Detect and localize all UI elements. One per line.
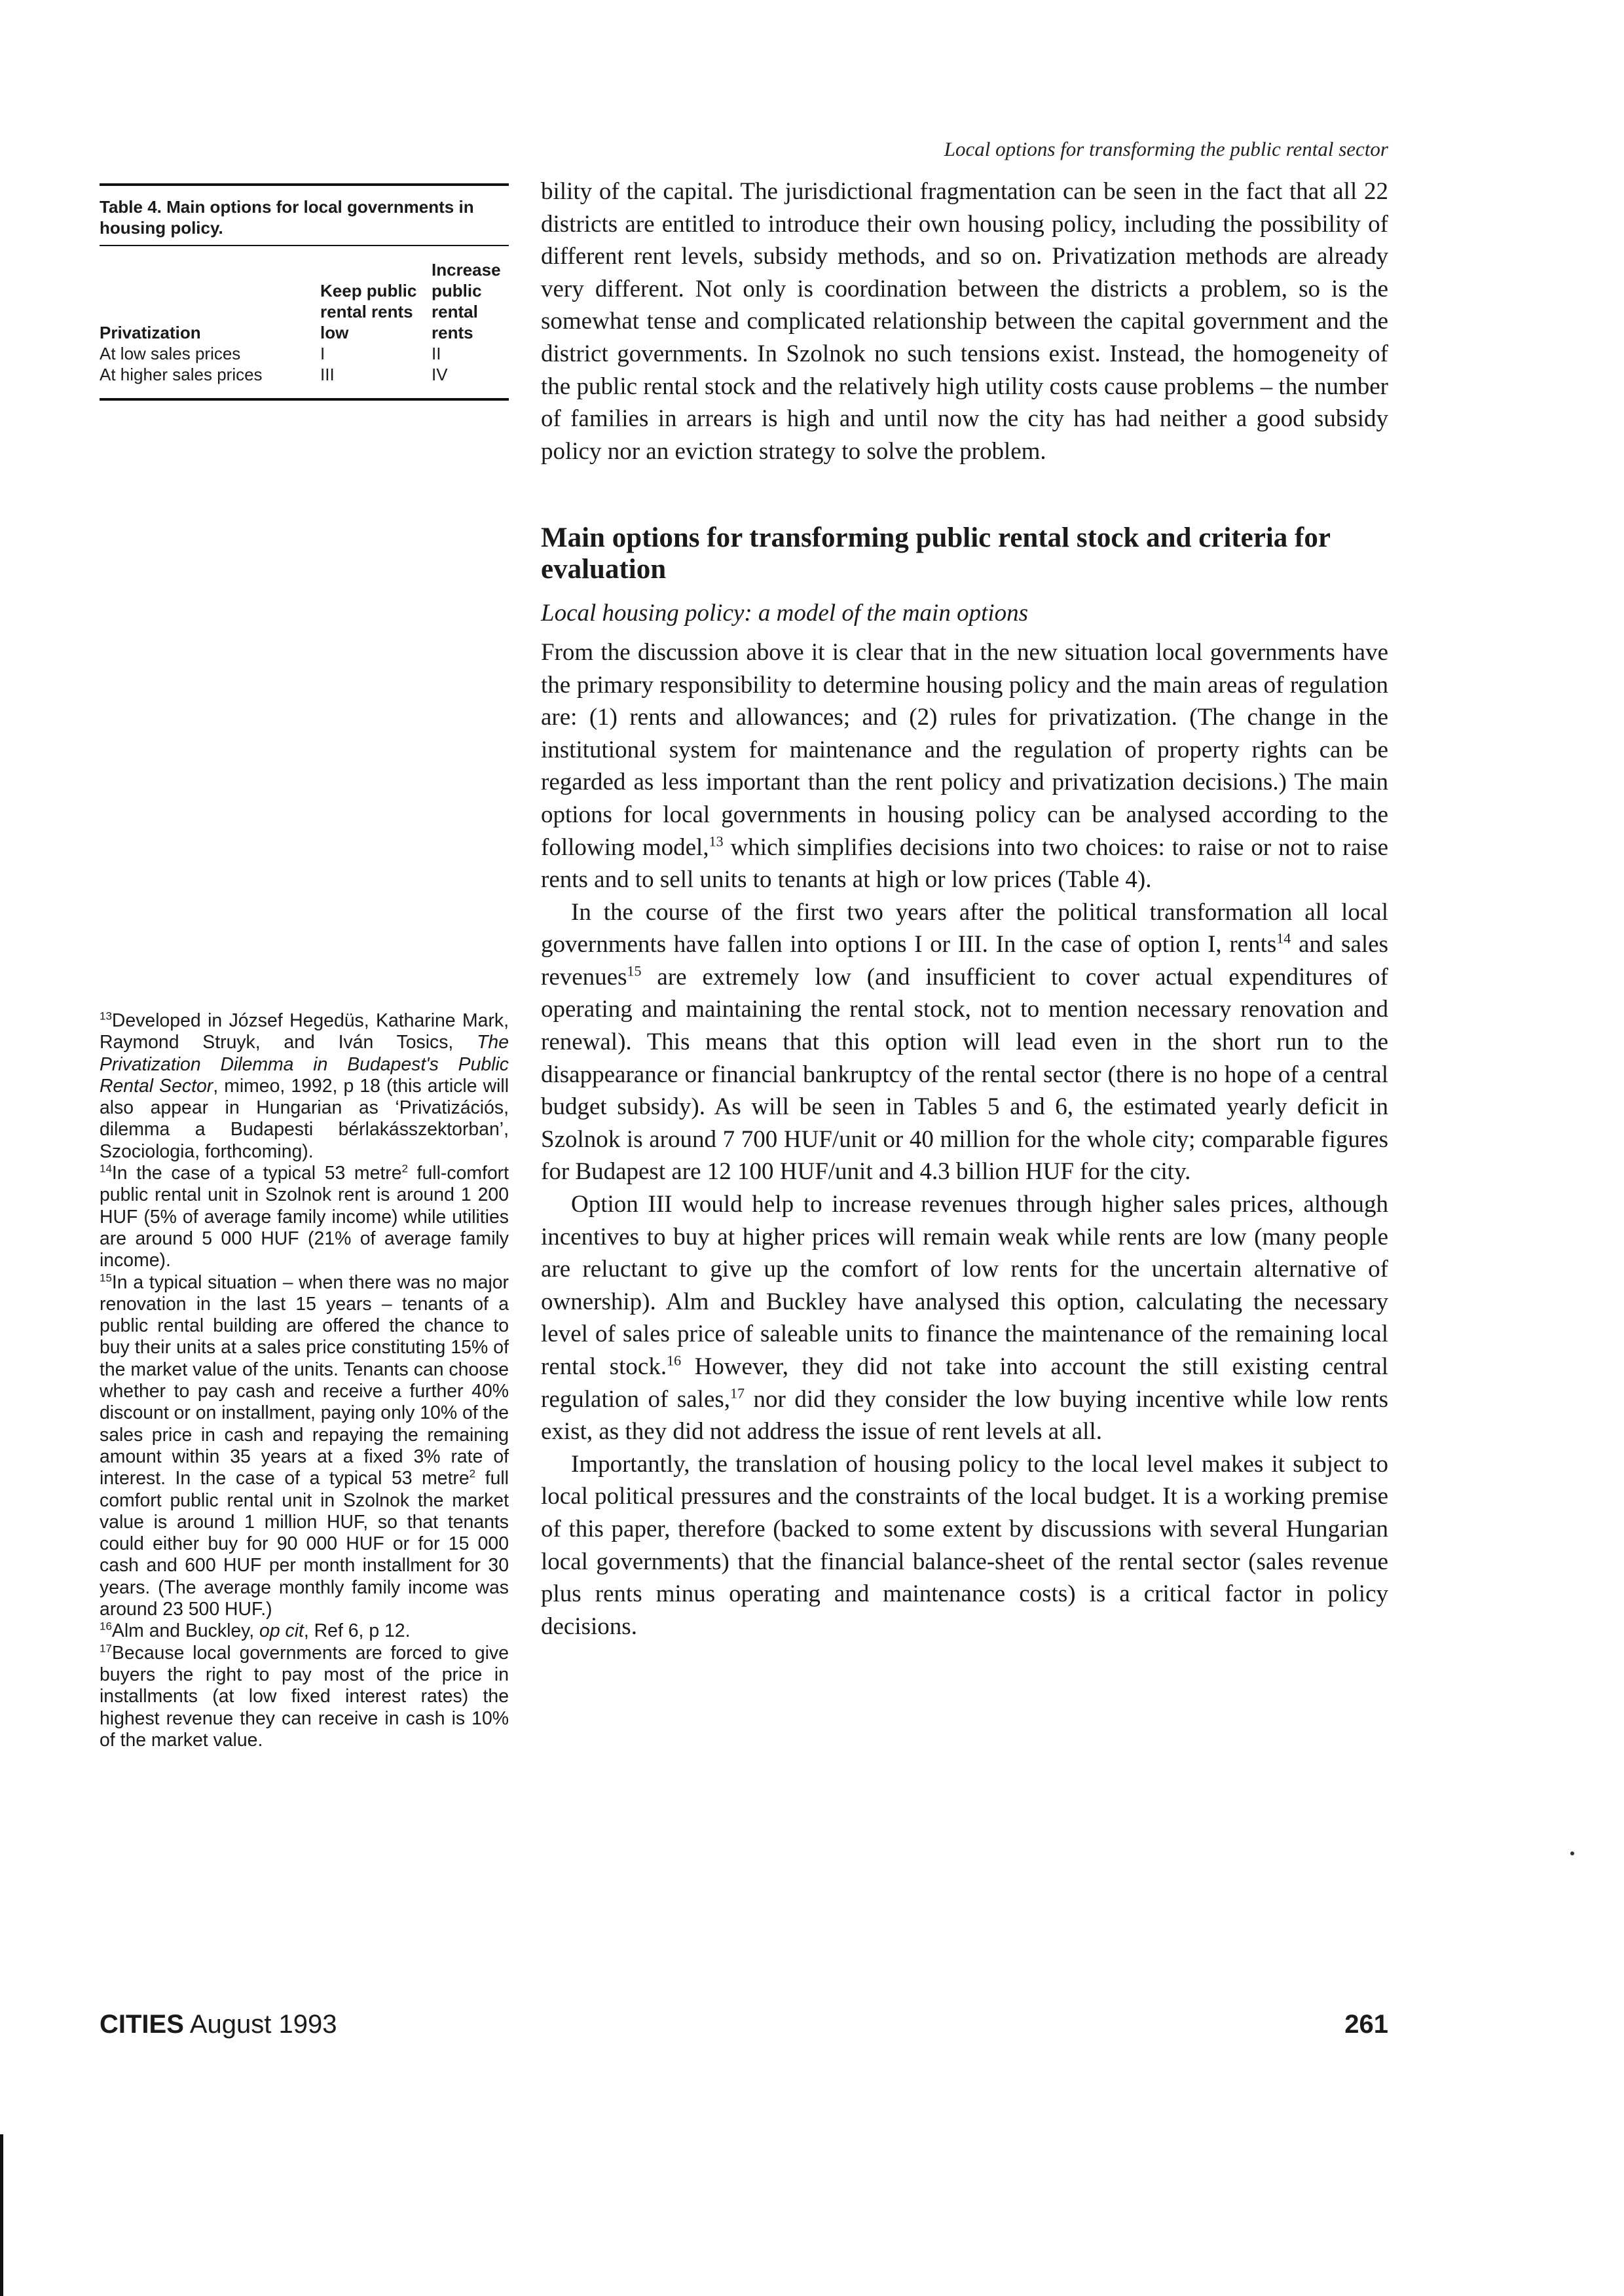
col-header-privatization: Privatization (100, 323, 201, 342)
running-head: Local options for transforming the public rental sector (944, 137, 1388, 160)
footnote-text: Because local governments are forced to give buyers the right to pay most of the price in installments (at low fixed interest rates) the highest revenue they can receive in cash is 10% of the market value. (100, 1642, 509, 1751)
footnote-ref: 14 (1276, 930, 1291, 947)
table-cell: IV (432, 365, 448, 384)
text-run: However, they did not take into account the still existing central regulation of sales, (541, 1353, 1388, 1413)
footnote-text: full-comfort public rental unit in Szolnok rent is around 1 200 HUF (5% of average family income) while utilities are around 5 000 HUF (21% of average family income). (100, 1163, 509, 1271)
text-run: In the course of the first two years after the political transformation all local governments have fallen into options I or III. In the case of option I, rents (541, 898, 1388, 958)
footnote-number: 13 (100, 1010, 112, 1023)
footnote-number: 17 (100, 1642, 112, 1655)
table-header-row (100, 246, 509, 343)
text-run: From the discussion above it is clear that in the new situation local governments have the primary responsibility to determine housing policy and the main areas of regulation are: (1) rents and allowances; and (2) rules for privatization. (The change in the institutional system for maintenance and the regulation of property rights can be regarded as less important than the rent policy and privatization decisions.) The main options for local governments in housing policy can be analysed according to the following model, (541, 638, 1388, 861)
scan-edge-mark (0, 2134, 3, 2296)
footnote-text: full comfort public rental unit in Szolnok the market value is around 1 million HUF, so that tenants could either buy for 90 000 HUF or for 15 000 cash and 600 HUF per month installment for 30 years. (The average monthly family income was around 23 500 HUF.) (100, 1468, 509, 1620)
table-row (100, 343, 509, 364)
section-heading: Main options for transforming public rental stock and criteria for evaluation (541, 522, 1331, 585)
main-column (541, 175, 1388, 1643)
footnote-text: In the case of a typical 53 metre (111, 1163, 402, 1184)
table-caption: Table 4. Main options for local governments in housing policy. (100, 197, 474, 238)
col-header-keep-rents-low: Keep public rental rents low (320, 281, 417, 342)
row-label: At higher sales prices (100, 365, 263, 384)
footnote-italic: op cit (259, 1620, 304, 1642)
footnote-17 (100, 1643, 509, 1751)
table-cell: I (320, 344, 325, 363)
footnote-ref: 15 (627, 962, 642, 979)
footnote-14 (100, 1163, 509, 1271)
paragraph: Importantly, the translation of housing policy to the local level makes it subject to local political pressures and the constraints of the local budget. It is a working premise of this paper, therefore (backed to some extent by discussions with several Hungarian local governments) that the financial balance-sheet of the rental sector (sales revenue plus rents minus operating and maintenance costs) is a critical factor in policy decisions. (541, 1450, 1388, 1640)
footnote-number: 15 (100, 1271, 112, 1285)
table-cell: III (320, 365, 335, 384)
footnote-text: , mimeo, 1992, p 18 (this article will also appear in Hungarian as ‘Privatizációs, dilemma a Budapesti bérlakásszektorban’, Szociologia, forthcoming). (100, 1075, 509, 1162)
row-label: At low sales prices (100, 344, 241, 363)
footnotes (100, 1010, 509, 1751)
paragraph: bility of the capital. The jurisdictional fragmentation can be seen in the fact that all 22 districts are entitled to introduce their own housing policy, including the possibility of different rent levels, subsidy methods, and so on. Privatization methods are already very different. Not only is coordination between the districts a problem, so is the somewhat tense and complicated relationship between the capital government and the district governments. In Szolnok no such tensions exist. Instead, the homogeneity of the public rental stock and the relatively high utility costs cause problems – the number of families in arrears is high and until now the city has had neither a good subsidy policy nor an eviction strategy to solve the problem. (541, 178, 1388, 465)
issue-date: August 1993 (183, 2010, 337, 2039)
text-run: which simplifies decisions into two choices: to raise or not to raise rents and to sell units to tenants at high or low prices (Table 4). (541, 833, 1388, 894)
paragraph (541, 1188, 1388, 1448)
footnote-text: , Ref 6, p 12. (303, 1620, 411, 1642)
text-run: nor did they consider the low buying incentive while low rents exist, as they did not address the issue of rent levels at all. (541, 1385, 1388, 1446)
options-table (100, 246, 509, 398)
table-4 (100, 183, 509, 401)
paragraph (541, 636, 1388, 896)
journal-name: CITIES (100, 2010, 184, 2039)
col-header-increase-rents: Increase public rental rents (432, 260, 501, 342)
footnote-ref: 13 (709, 833, 724, 850)
footnote-ref: 16 (667, 1352, 682, 1369)
table-bottom-rule (100, 398, 509, 401)
text-run: Option III would help to increase revenues through higher sales prices, although incentives to buy at higher prices will remain weak while rents are low (many people are reluctant to give up the comfort of low rents for the uncertain alternative of ownership). Alm and Buckley have analysed this option, calculating the necessary level of sales price of saleable units to finance the maintenance of the remaining local rental stock. (541, 1191, 1388, 1380)
footnote-number: 14 (100, 1162, 112, 1175)
table-top-rule (100, 183, 509, 186)
text-run: and sales revenues (541, 931, 1388, 991)
footnote-16 (100, 1620, 509, 1642)
footnote-13 (100, 1010, 509, 1163)
superscript: 2 (469, 1467, 476, 1480)
paragraph (541, 896, 1388, 1188)
superscript: 2 (401, 1162, 408, 1175)
footnote-title: The Privatization Dilemma in Budapest's Public Rental Sector (100, 1032, 509, 1097)
text-run: are extremely low (and insufficient to cover actual expenditures of operating and maintaining the rental stock, not to mention necessary renovation and renewal). This means that this option will lead even in the short run to the disappearance or financial bankruptcy of the rental sector (there is no hope of a central budget subsidy). As will be seen in Tables 5 and 6, the estimated yearly deficit in Szolnok is around 7 700 HUF/unit or 40 million for the whole city; comparable figures for Budapest are 12 100 HUF/unit and 4.3 billion HUF for the city. (541, 963, 1388, 1186)
footnote-ref: 17 (730, 1385, 745, 1402)
journal-footer (100, 2010, 337, 2039)
table-row (100, 364, 509, 398)
page-number: 261 (1344, 2010, 1388, 2039)
footnote-15 (100, 1272, 509, 1621)
footnote-text: Alm and Buckley, (111, 1620, 260, 1642)
subheading: Local housing policy: a model of the main options (541, 600, 1029, 627)
scan-speck (1570, 1851, 1574, 1855)
footnote-text: Developed in József Hegedüs, Katharine Mark, Raymond Struyk, and Iván Tosics, (100, 1010, 509, 1053)
footnote-number: 16 (100, 1620, 112, 1633)
footnote-text: In a typical situation – when there was no major renovation in the last 15 years – tenants of a public rental building are offered the chance to buy their units at a sales price constituting 15% of the market value of the units. Tenants can choose whether to pay cash and receive a further 40% discount or on installment, paying only 10% of the sales price in cash and repaying the remaining amount within 35 years at a fixed 3% rate of interest. In the case of a typical 53 metre (100, 1271, 509, 1489)
table-cell: II (432, 344, 441, 363)
